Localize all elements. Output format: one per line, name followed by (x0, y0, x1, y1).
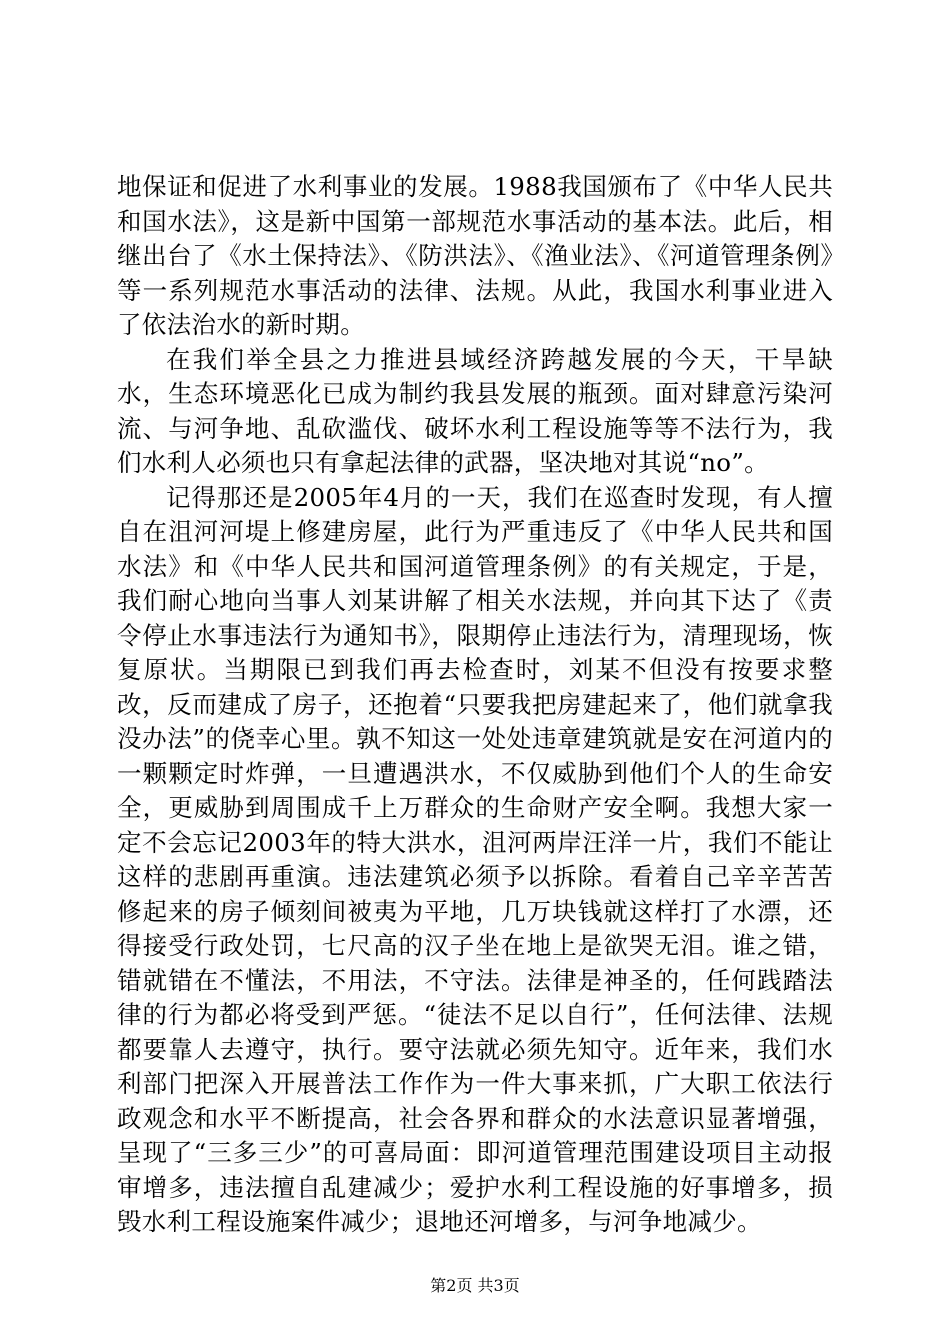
page-footer: 第2页 共3页 (430, 1276, 520, 1295)
document-body (117, 170, 833, 1240)
paragraph-continuation: 地保证和促进了水利事业的发展。1988我国颁布了《中华人民共和国水法》，这是新中国第一部规范水事活动的基本法。此后，相继出台了《水土保持法》、《防洪法》、《渔业法》、《河道管理条例》等一系列规范水事活动的法律、法规。从此，我国水利事业进入了依法治水的新时期。 (117, 172, 833, 339)
paragraph-illegal-building-case: 记得那还是2005年4月的一天，我们在巡查时发现，有人擅自在沮河河堤上修建房屋，此行为严重违反了《中华人民共和国水法》和《中华人民共和国河道管理条例》的有关规定，于是，我们耐心地向当事人刘某讲解了相关水法规，并向其下达了《责令停止水事违法行为通知书》，限期停止违法行为，清理现场，恢复原状。当期限已到我们再去检查时，刘某不但没有按要求整改，反而建成了房子，还抱着“只要我把房建起来了，他们就拿我没办法”的侥幸心里。孰不知这一处处违章建筑就是安在河道内的一颗颗定时炸弹，一旦遭遇洪水，不仅威胁到他们个人的生命安全，更威胁到周围成千上万群众的生命财产安全啊。我想大家一定不会忘记2003年的特大洪水，沮河两岸汪洋一片，我们不能让这样的悲剧再重演。违法建筑必须予以拆除。看着自己辛辛苦苦修起来的房子倾刻间被夷为平地，几万块钱就这样打了水漂，还得接受行政处罚，七尺高的汉子坐在地上是欲哭无泪。谁之错，错就错在不懂法，不用法，不守法。法律是神圣的，任何践踏法律的行为都必将受到严惩。“徒法不足以自行”，任何法律、法规都要靠人去遵守，执行。要守法就必须先知守。近年来，我们水利部门把深入开展普法工作作为一件大事来抓，广大职工依法行政观念和水平不断提高，社会各界和群众的水法意识显著增强，呈现了“三多三少”的可喜局面：即河道管理范围建设项目主动报审增多，违法擅自乱建减少；爱护水利工程设施的好事增多，损毁水利工程设施案件减少；退地还河增多，与河争地减少。 (117, 482, 833, 1236)
paragraph-drought-protection: 在我们举全县之力推进县域经济跨越发展的今天，干旱缺水，生态环境恶化已成为制约我县发展的瓶颈。面对肆意污染河流、与河争地、乱砍滥伐、破坏水利工程设施等等不法行为，我们水利人必须也只有拿起法律的武器，坚决地对其说“no”。 (117, 344, 833, 477)
